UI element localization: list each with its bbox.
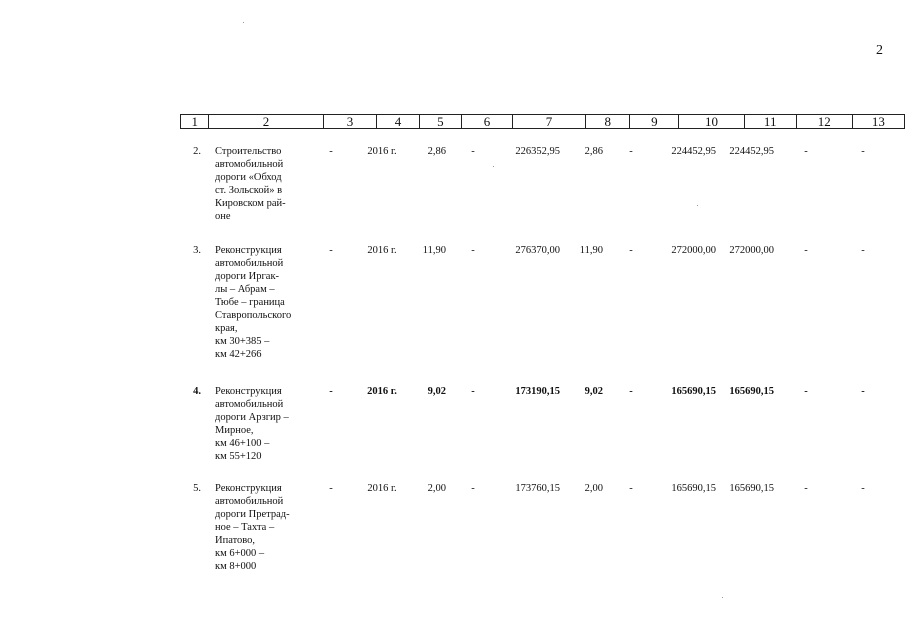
column-number-header — [180, 114, 905, 129]
cell-col-4: 2016 г. — [367, 386, 397, 397]
header-col-8: 8 — [586, 115, 630, 129]
cell-col-7: 173760,15 — [515, 483, 560, 494]
row-number: 3. — [193, 245, 201, 256]
cell-col-6: - — [471, 483, 475, 494]
cell-col-12: - — [804, 146, 808, 157]
row-number: 5. — [193, 483, 201, 494]
header-col-7: 7 — [512, 115, 585, 129]
cell-col-9: - — [629, 146, 633, 157]
header-col-3: 3 — [323, 115, 377, 129]
cell-col-8: 11,90 — [579, 245, 603, 256]
cell-col-7: 276370,00 — [515, 245, 560, 256]
cell-col-3: - — [329, 483, 333, 494]
cell-col-3: - — [329, 245, 333, 256]
header-col-1: 1 — [181, 115, 209, 129]
cell-col-7: 226352,95 — [515, 146, 560, 157]
scan-speck — [493, 166, 494, 167]
cell-col-11: 165690,15 — [729, 386, 774, 397]
cell-col-10: 224452,95 — [671, 146, 716, 157]
cell-col-5: 2,86 — [427, 146, 446, 157]
scan-speck — [722, 597, 723, 598]
cell-col-12: - — [804, 245, 808, 256]
cell-col-11: 165690,15 — [729, 483, 774, 494]
header-col-11: 11 — [744, 115, 796, 129]
cell-col-4: 2016 г. — [367, 245, 397, 256]
cell-col-11: 272000,00 — [729, 245, 774, 256]
object-name: Строительство автомобильной дороги «Обход ст. Зольской» в Кировском рай- оне — [215, 146, 286, 222]
page-number: 2 — [876, 43, 883, 58]
cell-col-3: - — [329, 386, 333, 397]
cell-col-9: - — [629, 245, 633, 256]
cell-col-9: - — [629, 386, 633, 397]
row-number: 4. — [193, 386, 201, 397]
header-col-2: 2 — [209, 115, 323, 129]
cell-col-6: - — [471, 245, 475, 256]
cell-col-6: - — [471, 386, 475, 397]
cell-col-3: - — [329, 146, 333, 157]
cell-col-12: - — [804, 483, 808, 494]
row-number: 2. — [193, 146, 201, 157]
header-col-12: 12 — [796, 115, 852, 129]
cell-col-5: 2,00 — [427, 483, 446, 494]
cell-col-8: 2,86 — [584, 146, 603, 157]
cell-col-8: 9,02 — [584, 386, 603, 397]
cell-col-13: - — [861, 386, 865, 397]
cell-col-10: 165690,15 — [671, 483, 716, 494]
cell-col-4: 2016 г. — [367, 146, 397, 157]
cell-col-9: - — [629, 483, 633, 494]
header-col-9: 9 — [630, 115, 679, 129]
cell-col-12: - — [804, 386, 808, 397]
cell-col-10: 165690,15 — [671, 386, 716, 397]
cell-col-13: - — [861, 245, 865, 256]
cell-col-13: - — [861, 483, 865, 494]
object-name: Реконструкция автомобильной дороги Иргак- лы – Абрам – Тюбе – граница Ставропольского края, км 30+385 – км 42+266 — [215, 245, 292, 360]
scan-speck — [243, 22, 244, 23]
object-name: Реконструкция автомобильной дороги Претрад- ное – Тахта – Ипатово, км 6+000 – км 8+000 — [215, 483, 290, 572]
cell-col-8: 2,00 — [584, 483, 603, 494]
header-col-5: 5 — [419, 115, 461, 129]
scan-speck — [697, 205, 698, 206]
cell-col-10: 272000,00 — [671, 245, 716, 256]
cell-col-5: 9,02 — [427, 386, 446, 397]
cell-col-4: 2016 г. — [367, 483, 397, 494]
cell-col-7: 173190,15 — [515, 386, 560, 397]
cell-col-6: - — [471, 146, 475, 157]
cell-col-5: 11,90 — [422, 245, 446, 256]
object-name: Реконструкция автомобильной дороги Арзгир – Мирное, км 46+100 – км 55+120 — [215, 386, 289, 462]
header-col-10: 10 — [679, 115, 744, 129]
header-col-13: 13 — [852, 115, 904, 129]
header-col-4: 4 — [377, 115, 419, 129]
cell-col-13: - — [861, 146, 865, 157]
cell-col-11: 224452,95 — [729, 146, 774, 157]
header-col-6: 6 — [462, 115, 513, 129]
